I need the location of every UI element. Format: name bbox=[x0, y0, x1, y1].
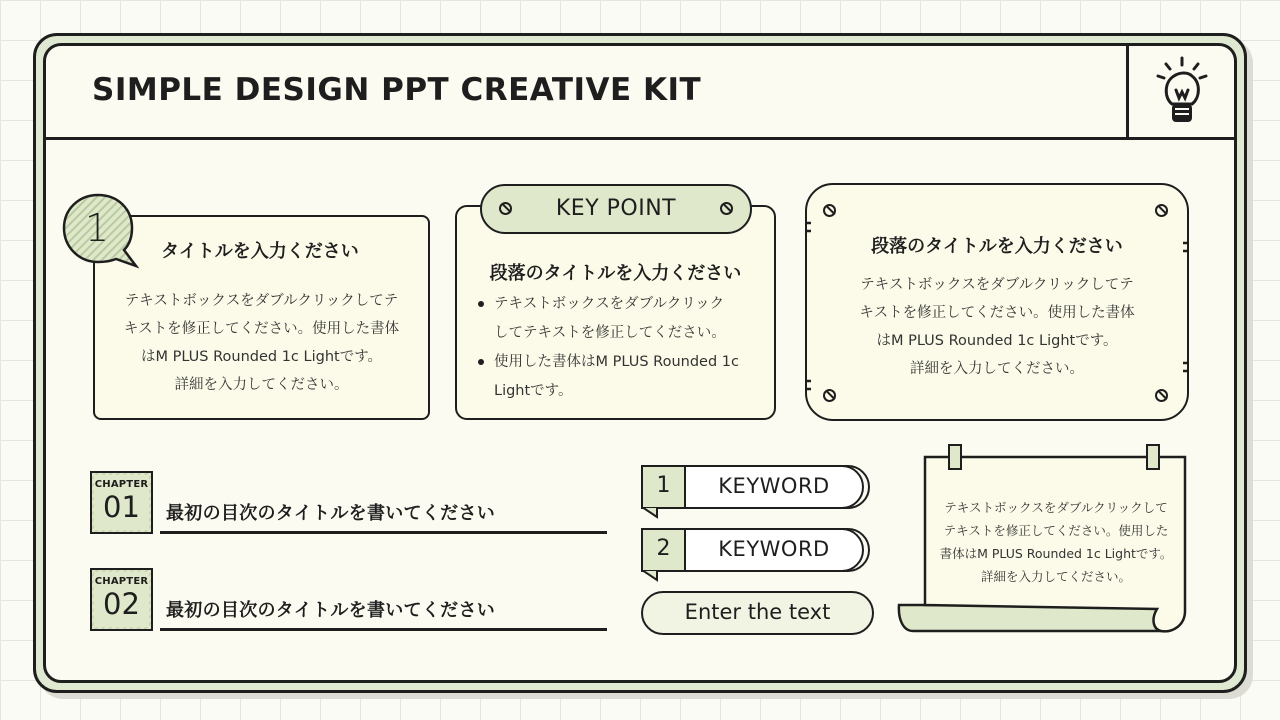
chapter-badge-02 bbox=[90, 568, 153, 631]
text-line: テキストボックスをダブルクリックして bbox=[944, 500, 1168, 515]
screw-icon bbox=[720, 202, 733, 215]
card2-bullet-list bbox=[476, 290, 766, 406]
list-item bbox=[476, 348, 766, 406]
chapter-title-01: 最初の目次のタイトルを書いてください bbox=[166, 503, 496, 524]
lightbulb-box bbox=[1126, 46, 1234, 140]
screw-icon bbox=[1155, 389, 1168, 402]
chapter-badge-01 bbox=[90, 471, 153, 534]
chapter-label: CHAPTER bbox=[94, 576, 149, 587]
screw-icon bbox=[823, 389, 836, 402]
list-item bbox=[476, 290, 766, 348]
text-line: 使用した書体はM PLUS Rounded 1c bbox=[494, 354, 739, 370]
keyword-pill-1[interactable]: KEYWORD bbox=[684, 465, 864, 509]
text-line: テキストボックスをダブルクリック bbox=[494, 296, 725, 312]
keyword-number-2: 2 bbox=[641, 528, 686, 572]
text-line: 詳細を入力してください。 bbox=[910, 361, 1084, 377]
text-line: してテキストを修正してください。 bbox=[494, 325, 726, 341]
text-line: 詳細を入力してください。 bbox=[174, 377, 349, 393]
card3-body bbox=[812, 271, 1182, 383]
card3-heading: 段落のタイトルを入力ください bbox=[871, 236, 1123, 257]
chapter-title-02: 最初の目次のタイトルを書いてください bbox=[166, 600, 496, 621]
card-number: 1 bbox=[84, 206, 110, 250]
text-line: テキストを修正してください。使用した bbox=[943, 523, 1169, 538]
text-line: テキストボックスをダブルクリックしてテ bbox=[860, 277, 1134, 293]
chapter-label: CHAPTER bbox=[94, 479, 149, 490]
text-line: キストを修正してください。使用した書体 bbox=[859, 305, 1135, 321]
scroll-note-text bbox=[928, 496, 1184, 588]
enter-text-button[interactable]: Enter the text bbox=[641, 591, 874, 635]
key-point-tab bbox=[480, 184, 752, 234]
tag-fold bbox=[641, 507, 659, 519]
card2-heading: 段落のタイトルを入力ください bbox=[489, 263, 742, 284]
title-bar bbox=[46, 46, 1234, 140]
lightbulb-icon bbox=[1154, 54, 1210, 128]
chapter-underline bbox=[160, 628, 607, 631]
text-line: 書体はM PLUS Rounded 1c Lightです。 bbox=[939, 546, 1173, 561]
keyword-number-1: 1 bbox=[641, 465, 686, 509]
card1-body bbox=[98, 287, 425, 399]
keyword-pill-2[interactable]: KEYWORD bbox=[684, 528, 864, 572]
screw-icon bbox=[823, 204, 836, 217]
chapter-number: 01 bbox=[103, 490, 140, 524]
chapter-underline bbox=[160, 531, 607, 534]
page-title: SIMPLE DESIGN PPT CREATIVE KIT bbox=[92, 72, 702, 108]
screw-icon bbox=[1155, 204, 1168, 217]
text-line: キストを修正してください。使用した書体 bbox=[123, 321, 400, 337]
text-line: 詳細を入力してください。 bbox=[980, 569, 1131, 584]
chapter-number: 02 bbox=[103, 587, 140, 621]
card1-heading: タイトルを入力ください bbox=[161, 241, 359, 262]
text-line: Lightです。 bbox=[494, 383, 573, 399]
text-line: はM PLUS Rounded 1c Lightです。 bbox=[876, 333, 1118, 349]
text-line: はM PLUS Rounded 1c Lightです。 bbox=[140, 349, 383, 365]
text-line: テキストボックスをダブルクリックしてテ bbox=[124, 293, 399, 309]
key-point-label: KEY POINT bbox=[555, 196, 677, 221]
tag-fold bbox=[641, 570, 659, 582]
